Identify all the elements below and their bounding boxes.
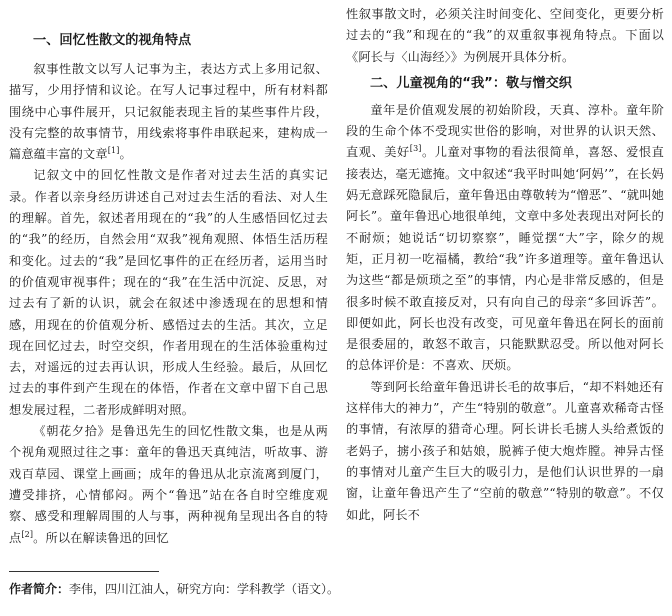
paragraph-text: 叙事性散文以写人记事为主，表达方式上多用记叙、描写，少用抒情和议论。在写人记事过程中，所有材料都围绕中心事件展开，只记叙能表现主旨的某些事件片段，没有完整的故事情节，用线索将事件串联起来，建构成一篇意蕴丰富的文章 xyxy=(9,62,328,162)
author-note-text: 李伟，四川江油人，研究方向：学科教学（语文）。 xyxy=(69,582,340,596)
author-footnote xyxy=(9,580,339,598)
paragraph-text: 等到阿长给童年鲁迅讲长毛的故事后，“却不料她还有这样伟大的神力”，产生“特别的敬意”。儿童喜欢稀奇古怪的事情，有浓厚的猎奇心理。阿长讲长毛掳人头给煮饭的老妈子，掳小孩子和姑娘，脱裤子使大炮炸膛。神异古怪的事情对儿童产生巨大的吸引力，是他们认识世界的一扇窗，让童年鲁迅产生了“空前的敬意”“特别的敬意”。不仅如此，阿长不 xyxy=(346,379,664,522)
right-paragraph-1 xyxy=(346,100,664,377)
section-heading-1: 一、回忆性散文的视角特点 xyxy=(33,33,192,48)
paragraph-text: 记叙文中的回忆性散文是作者对过去生活的真实记录。作者以亲身经历讲述自己对过去生活的看法、对人生的理解。首先，叙述者用现在的“我”的人生感悟回忆过去的“我”的经历，自然会用“双我”视角观照、体悟生活历程和变化。过去的“我”是回忆事件的正在经历者，运用当时的价值观审视事件；现在的“我”在生活中沉淀、反思，对过去有了新的认识，就会在叙述中渗透现在的思想和情感，用现在的价值观分析、感悟过去的生活。其次，立足现在回忆过去，时空交织，作者用现在的生活体验重构过去，对遥远的过去再认识，形成人生经验。最后，从回忆过去的事件到产生现在的体悟，作者在文章中留下自己思想发展过程，二者形成鲜明对照。 xyxy=(9,168,328,417)
paragraph-text: 童年是价值观发展的初始阶段，天真、淳朴。童年阶段的生命个体不受现实世俗的影响，对世界的认识天然、直观、美好 xyxy=(346,102,664,160)
right-column xyxy=(346,0,664,526)
paragraph-text: 《朝花夕拾》是鲁迅先生的回忆性散文集，也是从两个视角观照过往之事：童年的鲁迅天真纯洁，听故事、游戏百草园、课堂上画画；成年的鲁迅从北京流离到厦门，遭受排挤，心情郁闷。两个“鲁迅”站在各自时空维度观察、感受和理解周围的人与事，两种视角呈现出各自的特点 xyxy=(9,424,328,545)
citation-1: [1] xyxy=(107,146,120,156)
author-note-label: 作者简介： xyxy=(9,582,70,596)
section-heading-2: 二、儿童视角的“我”：敬与憎交织 xyxy=(370,75,572,91)
paragraph-tail: 。所以在解读鲁迅的回忆 xyxy=(33,530,169,545)
left-column xyxy=(9,0,328,549)
left-paragraph-2 xyxy=(9,165,328,421)
citation-3: [3] xyxy=(409,144,422,154)
left-paragraph-1 xyxy=(9,59,328,165)
paragraph-tail: 。 xyxy=(119,147,132,162)
paragraph-tail: 。儿童对事物的看法很简单，喜怒、爱恨直接表达，毫无遮掩。文中叙述“我平时叫她‘阿妈’”，在长妈妈无意踩死隐鼠后，童年鲁迅由尊敬转为“憎恶”、“就叫她阿长”。童年鲁迅心地很单纯，文章中多处表现出对阿长的不耐烦；她说话“切切察察”，睡觉摆“大”字，除夕的规矩，正月初一吃福橘，教给“我”许多道理等。童年鲁迅认为这些“都是烦琐之至”的事情，内心是非常反感的，但是很多时候不敢直接反对，只有向自己的母亲“多回诉苦”。即便如此，阿长也没有改变，可见童年鲁迅在阿长的面前是很委屈的，敢怒不敢言，只能默默忍受。所以他对阿长的总体评价是：不喜欢、厌烦。 xyxy=(346,145,664,373)
left-paragraph-3 xyxy=(9,421,328,549)
citation-2: [2] xyxy=(21,529,34,539)
right-paragraph-2 xyxy=(346,377,664,526)
footnote-divider xyxy=(9,571,159,572)
right-intro-paragraph: 性叙事散文时，必须关注时间变化、空间变化，更要分析过去的“我”和现在的“我”的双重叙事视角特点。下面以《阿长与〈山海经〉》为例展开具体分析。 xyxy=(346,7,664,64)
